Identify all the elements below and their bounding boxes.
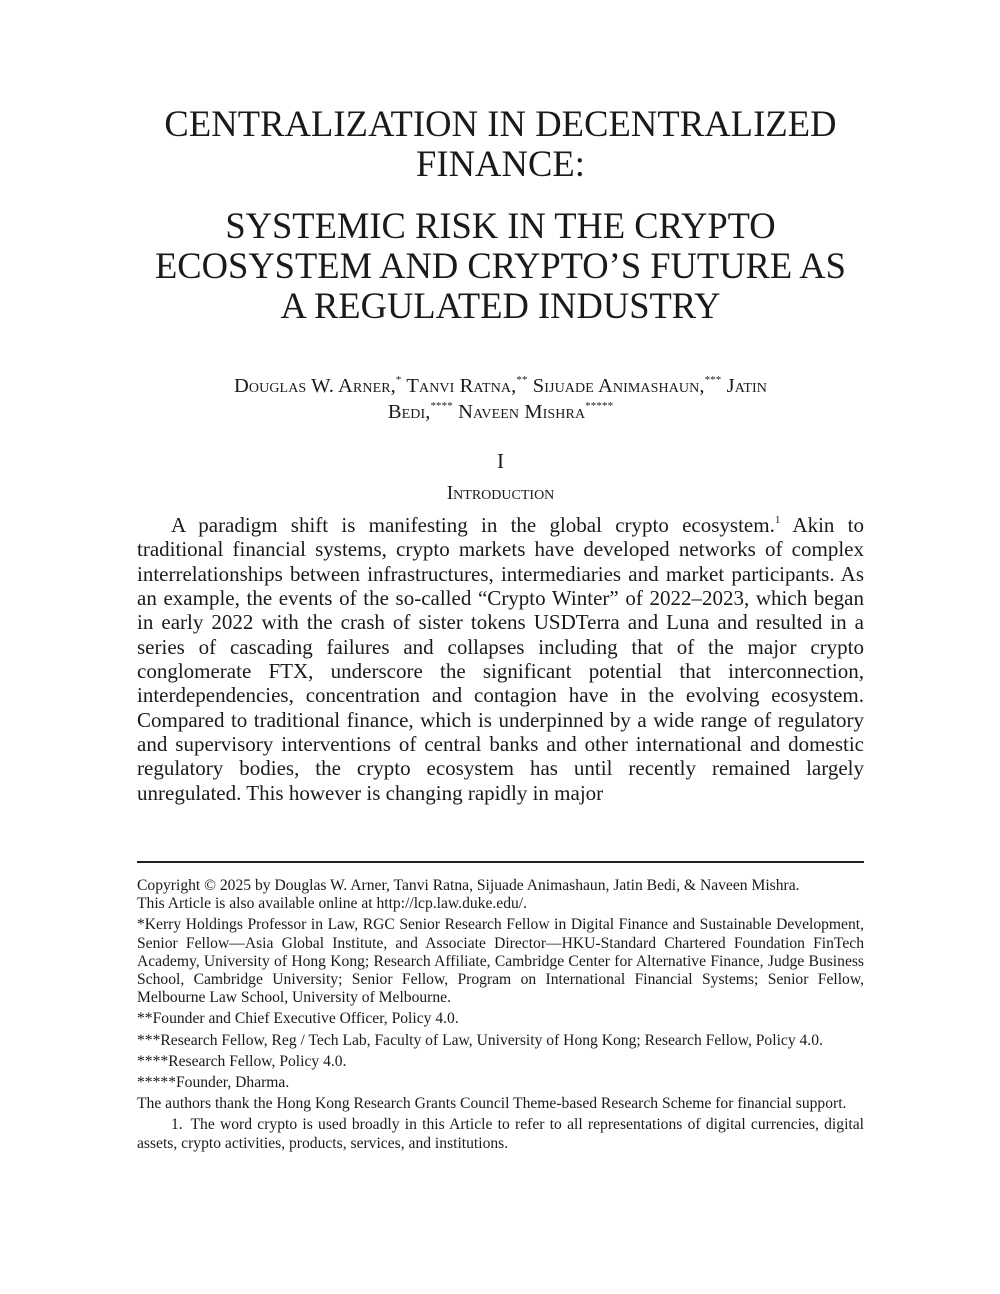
footnote-marker[interactable]: ** xyxy=(516,374,528,386)
article-title xyxy=(137,104,864,184)
footnote-marker[interactable]: **** xyxy=(430,400,453,412)
footnote-marker[interactable]: *** xyxy=(704,374,722,386)
footnotes-block xyxy=(137,877,864,1153)
author-name: Naveen Mishra xyxy=(452,401,586,423)
copyright-note: Copyright © 2025 by Douglas W. Arner, Tanvi Ratna, Sijuade Animashaun, Jatin Bedi, & Naveen Mishra. xyxy=(137,877,800,894)
author-footnote: ***Research Fellow, Reg / Tech Lab, Faculty of Law, University of Hong Kong; Research Fellow, Policy 4.0. xyxy=(137,1031,823,1049)
title-line: FINANCE: xyxy=(415,143,586,184)
author-footnote: *****Founder, Dharma. xyxy=(137,1074,290,1092)
title-line: CENTRALIZATION IN DECENTRALIZED xyxy=(164,103,837,144)
subtitle-line: A REGULATED INDUSTRY xyxy=(280,285,721,326)
body-paragraph xyxy=(137,513,864,805)
author-name: Douglas W. Arner, xyxy=(234,375,396,397)
body-text-rest: Akin to traditional financial systems, crypto markets have developed networks of complex interrelationships between infrastructures, intermediaries and market participants. As an example, the events of the so-called “Crypto Winter” of 2022–2023, which began in early 2022 with the crash of sister tokens USDTerra and Luna and resulted in a series of cascading failures and collapses including that of the major crypto conglomerate FTX, underscore the significant potential that interconnection, interdependencies, concentration and contagion have in the evolving ecosystem. Compared to traditional finance, which is underpinned by a wide range of regulatory and supervisory interventions of central banks and other international and domestic regulatory bodies, the crypto ecosystem has until recently remained largely unregulated. This however is changing rapidly in major xyxy=(137,513,864,805)
author-footnote: ****Research Fellow, Policy 4.0. xyxy=(137,1052,347,1070)
author-name: Tanvi Ratna, xyxy=(401,375,517,397)
footnote-marker[interactable]: * xyxy=(395,374,402,386)
author-footnote: **Founder and Chief Executive Officer, Policy 4.0. xyxy=(137,1010,459,1028)
body-text-start: A paradigm shift is manifesting in the global crypto ecosystem. xyxy=(171,513,775,537)
author-name: Sijuade Animashaun, xyxy=(527,375,705,397)
author-list xyxy=(137,373,864,425)
footnote-marker[interactable]: ***** xyxy=(585,400,614,412)
author-name: Bedi, xyxy=(387,401,431,423)
footnote-divider xyxy=(137,861,864,863)
author-name: Jatin xyxy=(721,375,767,397)
section-number: I xyxy=(497,449,504,473)
numbered-footnote: 1. The word crypto is used broadly in this Article to refer to all representations of digital currencies, digital assets, crypto activities, products, services, and institutions. xyxy=(137,1116,864,1152)
section-heading: Introduction xyxy=(446,483,555,504)
footnote-reference[interactable]: 1 xyxy=(774,514,781,526)
article-subtitle xyxy=(137,206,864,326)
online-availability-note: This Article is also available online at http://lcp.law.duke.edu/. xyxy=(137,895,528,913)
subtitle-line: SYSTEMIC RISK IN THE CRYPTO xyxy=(225,205,776,246)
author-footnote: *Kerry Holdings Professor in Law, RGC Senior Research Fellow in Digital Finance and Sustainable Development, Senior Fellow—Asia Global Institute, and Associate Director—HKU-Standard Chartered Foundation FinTech Academy, University of Hong Kong; Research Affiliate, Cambridge Center for Alternative Finance, Judge Business School, Cambridge University; Senior Fellow, Program on International Financial Systems; Senior Fellow, Melbourne Law School, University of Melbourne. xyxy=(137,916,864,1007)
acknowledgement-note: The authors thank the Hong Kong Research Grants Council Theme-based Research Scheme for financial support. xyxy=(137,1095,847,1113)
subtitle-line: ECOSYSTEM AND CRYPTO’S FUTURE AS xyxy=(155,245,846,286)
